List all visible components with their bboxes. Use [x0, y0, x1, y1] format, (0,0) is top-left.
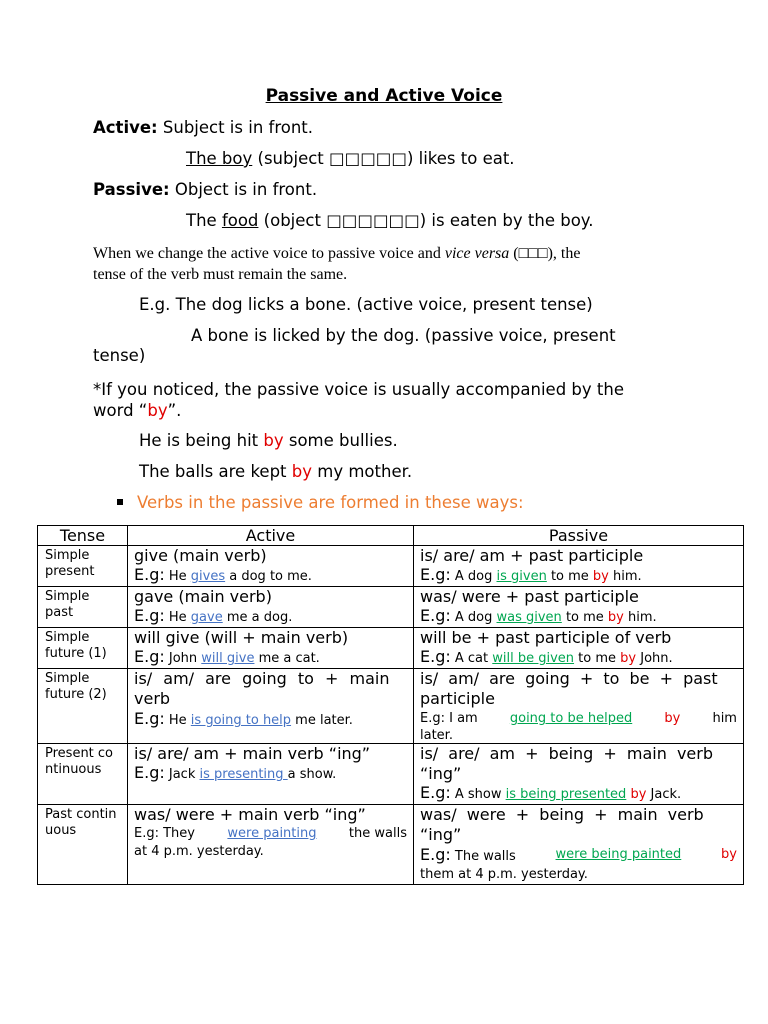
eg-label: E.g: [420, 783, 451, 802]
bullet-text: Verbs in the passive are formed in these ways: [137, 493, 524, 512]
active-cell [128, 546, 414, 587]
active-example-subject: The boy [186, 149, 253, 168]
eg-post: me a cat. [254, 651, 320, 666]
eg-pre: A show [450, 787, 506, 802]
active-text: Subject is in front. [157, 118, 314, 137]
example-passive-line-2: tense) [93, 346, 146, 365]
tense-cell: Simple future (1) [38, 628, 128, 669]
active-example-gloss: (subject □□□□□) likes to eat. [252, 149, 515, 168]
eg-pre: John [164, 651, 202, 666]
eg-post: me a dog. [222, 610, 293, 625]
active-rule: give (main verb) [134, 546, 267, 565]
tense-cell: Simple past [38, 587, 128, 628]
example-passive-line-1 [93, 326, 673, 345]
eg-label: E.g: [134, 606, 165, 625]
eg-pre: A cat [450, 651, 493, 666]
active-verb-highlight: gives [190, 569, 226, 584]
passive-verb-highlight: will be given [492, 651, 575, 666]
eg-label: E.g: [420, 647, 451, 666]
eg-post: a show. [287, 767, 337, 782]
passive-cell [414, 546, 744, 587]
eg-post: John. [636, 651, 673, 666]
passive-example-object: food [221, 211, 259, 230]
passive-rule: was/ were + past participle [420, 587, 639, 606]
active-rule: was/ were + main verb “ing” [134, 805, 366, 824]
active-example-line-2: at 4 p.m. yesterday. [134, 844, 264, 859]
active-rule: will give (will + main verb) [134, 628, 349, 647]
by-highlight: by [721, 847, 737, 862]
passive-example-gloss: (object □□□□□□) is eaten by the boy. [258, 211, 594, 230]
by-word-highlight: by [147, 401, 168, 420]
explanation-paragraph [93, 243, 675, 285]
passive-rule: is/ are/ am + past participle [420, 546, 644, 565]
eg-label: E.g: [134, 647, 165, 666]
tense-cell: Present continuous [38, 744, 128, 805]
active-rule-text-1: is/ am/ are going to + main [134, 669, 390, 688]
active-rule-line-2: verb [134, 689, 171, 708]
passive-example [420, 648, 737, 668]
active-label: Active: [93, 118, 158, 137]
passive-example [420, 784, 737, 804]
table-row [38, 669, 744, 744]
square-bullet-icon [117, 499, 123, 505]
eg-post: him [712, 711, 737, 726]
header-passive: Passive [414, 526, 744, 546]
eg-label: E.g: [134, 763, 165, 782]
tense-cell: Simple present [38, 546, 128, 587]
notice-text-b: ”. [167, 401, 182, 420]
eg-pre: He [164, 569, 191, 584]
active-cell [128, 587, 414, 628]
notice-text-a: word “ [93, 401, 148, 420]
explanation-part-1 [93, 243, 580, 264]
eg-pre: He [164, 610, 191, 625]
passive-cell [414, 669, 744, 744]
example-balls [139, 462, 412, 481]
passive-verb-highlight: going to be helped [509, 711, 633, 726]
passive-cell [414, 744, 744, 805]
eg-post: him. [623, 610, 657, 625]
example-passive-text-1: A bone is licked by the dog. (passive voice, present [191, 326, 616, 345]
eg-pre: He [164, 713, 191, 728]
active-cell [128, 805, 414, 885]
table-row [38, 628, 744, 669]
passive-example-line-2: them at 4 p.m. yesterday. [420, 867, 588, 882]
eg-mid: to me [574, 651, 621, 666]
eg-post: Jack. [646, 787, 682, 802]
passive-rule-line-1: was/ were + being + main verb [420, 805, 704, 824]
active-example [186, 149, 515, 168]
table-row [38, 546, 744, 587]
eg-mid: to me [561, 610, 608, 625]
example-balls-b: my mother. [312, 462, 413, 481]
passive-example [420, 710, 737, 728]
page-title: Passive and Active Voice [265, 86, 503, 106]
example-passive-sentence [93, 326, 673, 365]
example-bullies [139, 431, 398, 450]
active-rule: is/ are/ am + main verb “ing” [134, 744, 371, 763]
by-highlight: by [607, 610, 624, 625]
eg-pre: E.g: They [134, 826, 195, 841]
active-cell [128, 628, 414, 669]
example-balls-a: The balls are kept [139, 462, 292, 481]
by-highlight: by [620, 651, 637, 666]
passive-verb-highlight: is given [496, 569, 547, 584]
example-balls-by: by [291, 462, 313, 481]
eg-post: a dog to me. [225, 569, 312, 584]
example-bullies-b: some bullies. [283, 431, 398, 450]
active-rule-line-1 [134, 669, 407, 689]
passive-example [420, 566, 737, 586]
passive-example [420, 607, 737, 627]
passive-verb-highlight: is being presented [505, 787, 627, 802]
passive-cell [414, 805, 744, 885]
passive-verb-highlight: was given [496, 610, 562, 625]
eg-pre: The walls [450, 849, 516, 864]
passive-forms-table [37, 525, 744, 885]
by-highlight: by [664, 711, 681, 726]
active-definition [93, 118, 313, 137]
table-header-row [38, 526, 744, 546]
active-example [134, 566, 407, 586]
explanation-text-b: (□□□), the [509, 245, 581, 262]
eg-label: E.g: [134, 709, 165, 728]
example-bullies-by: by [263, 431, 284, 450]
notice-line-2 [93, 400, 675, 421]
active-verb-highlight: is going to help [190, 713, 292, 728]
active-example [134, 710, 407, 730]
passive-rule-line-2: “ing” [420, 825, 462, 844]
bullet-line [117, 493, 524, 512]
eg-label: E.g: [420, 565, 451, 584]
passive-rule-line-1: is/ am/ are going + to be + past [420, 669, 718, 688]
eg-post: me later. [291, 713, 353, 728]
eg-label: E.g: [420, 845, 451, 864]
active-verb-highlight: were painting [227, 826, 317, 841]
active-example [134, 648, 407, 668]
passive-rule-line-2: “ing” [420, 764, 462, 783]
tense-cell: Past continuous [38, 805, 128, 885]
header-tense: Tense [38, 526, 128, 546]
vice-versa-italic: vice versa [444, 245, 510, 262]
eg-post: the walls [348, 826, 407, 841]
tense-cell: Simple future (2) [38, 669, 128, 744]
table-row [38, 587, 744, 628]
example-active-sentence: E.g. The dog licks a bone. (active voice, present tense) [139, 295, 593, 314]
notice-line-1: *If you noticed, the passive voice is usually accompanied by the [93, 380, 624, 399]
passive-text: Object is in front. [169, 180, 318, 199]
explanation-line-2: tense of the verb must remain the same. [93, 266, 348, 283]
by-highlight: by [630, 787, 647, 802]
passive-cell [414, 587, 744, 628]
eg-pre: A dog [450, 569, 497, 584]
notice-paragraph [93, 379, 675, 421]
active-rule: gave (main verb) [134, 587, 272, 606]
explanation-line-1 [93, 243, 675, 264]
table-row [38, 805, 744, 885]
active-verb-highlight: is presenting [199, 767, 288, 782]
active-verb-highlight: will give [201, 651, 255, 666]
eg-pre: Jack [164, 767, 200, 782]
passive-rule: will be + past participle of verb [420, 628, 672, 647]
passive-example [186, 211, 593, 230]
passive-rule-line-1: is/ are/ am + being + main verb [420, 744, 714, 763]
active-example [134, 825, 407, 843]
example-bullies-a: He is being hit [139, 431, 264, 450]
eg-label: E.g: [134, 565, 165, 584]
table-row [38, 744, 744, 805]
passive-definition [93, 180, 317, 199]
eg-post: him. [608, 569, 642, 584]
active-cell [128, 744, 414, 805]
passive-example [420, 846, 737, 866]
by-highlight: by [592, 569, 609, 584]
passive-label: Passive: [93, 180, 170, 199]
passive-rule-line-2: participle [420, 689, 495, 708]
active-example [134, 764, 407, 784]
passive-example-pre: The [186, 211, 222, 230]
eg-pre: E.g: I am [420, 711, 478, 726]
active-example [134, 607, 407, 627]
eg-pre: A dog [450, 610, 497, 625]
eg-mid: to me [546, 569, 593, 584]
passive-cell [414, 628, 744, 669]
passive-example-line-2: later. [420, 728, 453, 743]
passive-verb-highlight: were being painted [555, 847, 682, 862]
active-verb-highlight: gave [190, 610, 223, 625]
eg-label: E.g: [420, 606, 451, 625]
header-active: Active [128, 526, 414, 546]
active-cell [128, 669, 414, 744]
explanation-text-a: When we change the active voice to passive voice and [93, 245, 445, 262]
